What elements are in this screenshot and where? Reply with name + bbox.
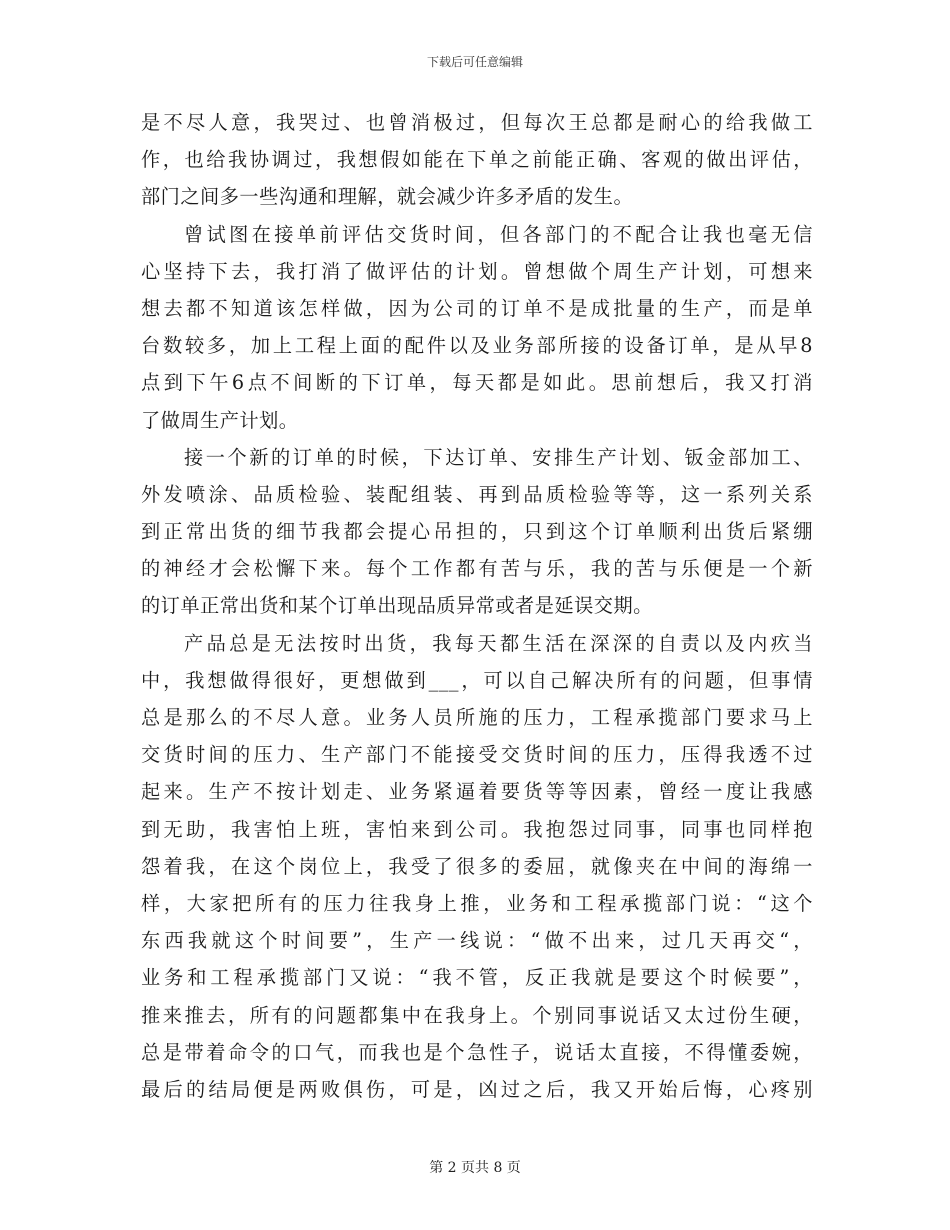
page-footer: 第 2 页共 8 页 — [429, 1160, 521, 1176]
text-line: 交货时间的压力、生产部门不能接受交货时间的压力，压得我透不过 — [141, 743, 813, 767]
text-line: 的神经才会松懈下来。每个工作都有苦与乐，我的苦与乐便是一个新 — [141, 557, 813, 581]
document-body — [141, 104, 813, 1108]
text-line: 总是带着命令的口气，而我也是个急性子，说话太直接，不得懂委婉， — [141, 1040, 813, 1064]
text-line: 中，我想做得很好，更想做到___，可以自己解决所有的问题，但事情 — [141, 668, 813, 692]
text-line: 总是那么的不尽人意。业务人员所施的压力，工程承揽部门要求马上 — [141, 706, 813, 729]
text-line: 起来。生产不按计划走、业务紧逼着要货等等因素，曾经一度让我感 — [141, 780, 813, 804]
text-line: 想去都不知道该怎样做，因为公司的订单不是成批量的生产，而是单 — [141, 296, 813, 320]
text-line: 外发喷涂、品质检验、装配组装、再到品质检验等等，这一系列关系 — [141, 482, 813, 506]
text-line: 是不尽人意，我哭过、也曾消极过，但每次王总都是耐心的给我做工 — [141, 111, 813, 134]
text-line: 心坚持下去，我打消了做评估的计划。曾想做个周生产计划，可想来 — [141, 259, 813, 283]
text-line: 曾试图在接单前评估交货时间，但各部门的不配合让我也毫无信 — [184, 222, 813, 246]
page-header: 下载后可任意编辑 — [426, 55, 523, 69]
text-line: 业务和工程承揽部门又说：“我不管，反正我就是要这个时候要”， — [141, 966, 813, 990]
text-line: 接一个新的订单的时候，下达订单、安排生产计划、钣金部加工、 — [184, 445, 813, 469]
text-line: 到无助，我害怕上班，害怕来到公司。我抱怨过同事，同事也同样抱 — [141, 817, 813, 841]
text-line: 了做周生产计划。 — [141, 408, 299, 432]
text-line: 点到下午6点不间断的下订单，每天都是如此。思前想后，我又打消 — [141, 371, 813, 395]
text-line: 的订单正常出货和某个订单出现品质异常或者是延误交期。 — [141, 594, 653, 618]
text-line: 部门之间多一些沟通和理解，就会减少许多矛盾的发生。 — [141, 185, 634, 209]
text-line: 到正常出货的细节我都会提心吊担的，只到这个订单顺利出货后紧绷 — [141, 520, 813, 544]
text-line: 推来推去，所有的问题都集中在我身上。个别同事说话又太过份生硬， — [141, 1003, 813, 1027]
text-line: 最后的结局便是两败俱伤，可是，凶过之后，我又开始后悔，心疼别 — [141, 1077, 813, 1101]
text-line: 怨着我，在这个岗位上，我受了很多的委屈，就像夹在中间的海绵一 — [141, 854, 813, 878]
text-line: 东西我就这个时间要”，生产一线说：“做不出来，过几天再交“， — [141, 929, 813, 953]
text-line: 产品总是无法按时出货，我每天都生活在深深的自责以及内疚当 — [184, 631, 813, 655]
text-line: 台数较多，加上工程上面的配件以及业务部所接的设备订单，是从早8 — [141, 334, 813, 358]
text-line: 作，也给我协调过，我想假如能在下单之前能正确、客观的做出评估， — [141, 148, 813, 172]
text-line: 样，大家把所有的压力往我身上推，业务和工程承揽部门说：“这个 — [141, 891, 813, 915]
